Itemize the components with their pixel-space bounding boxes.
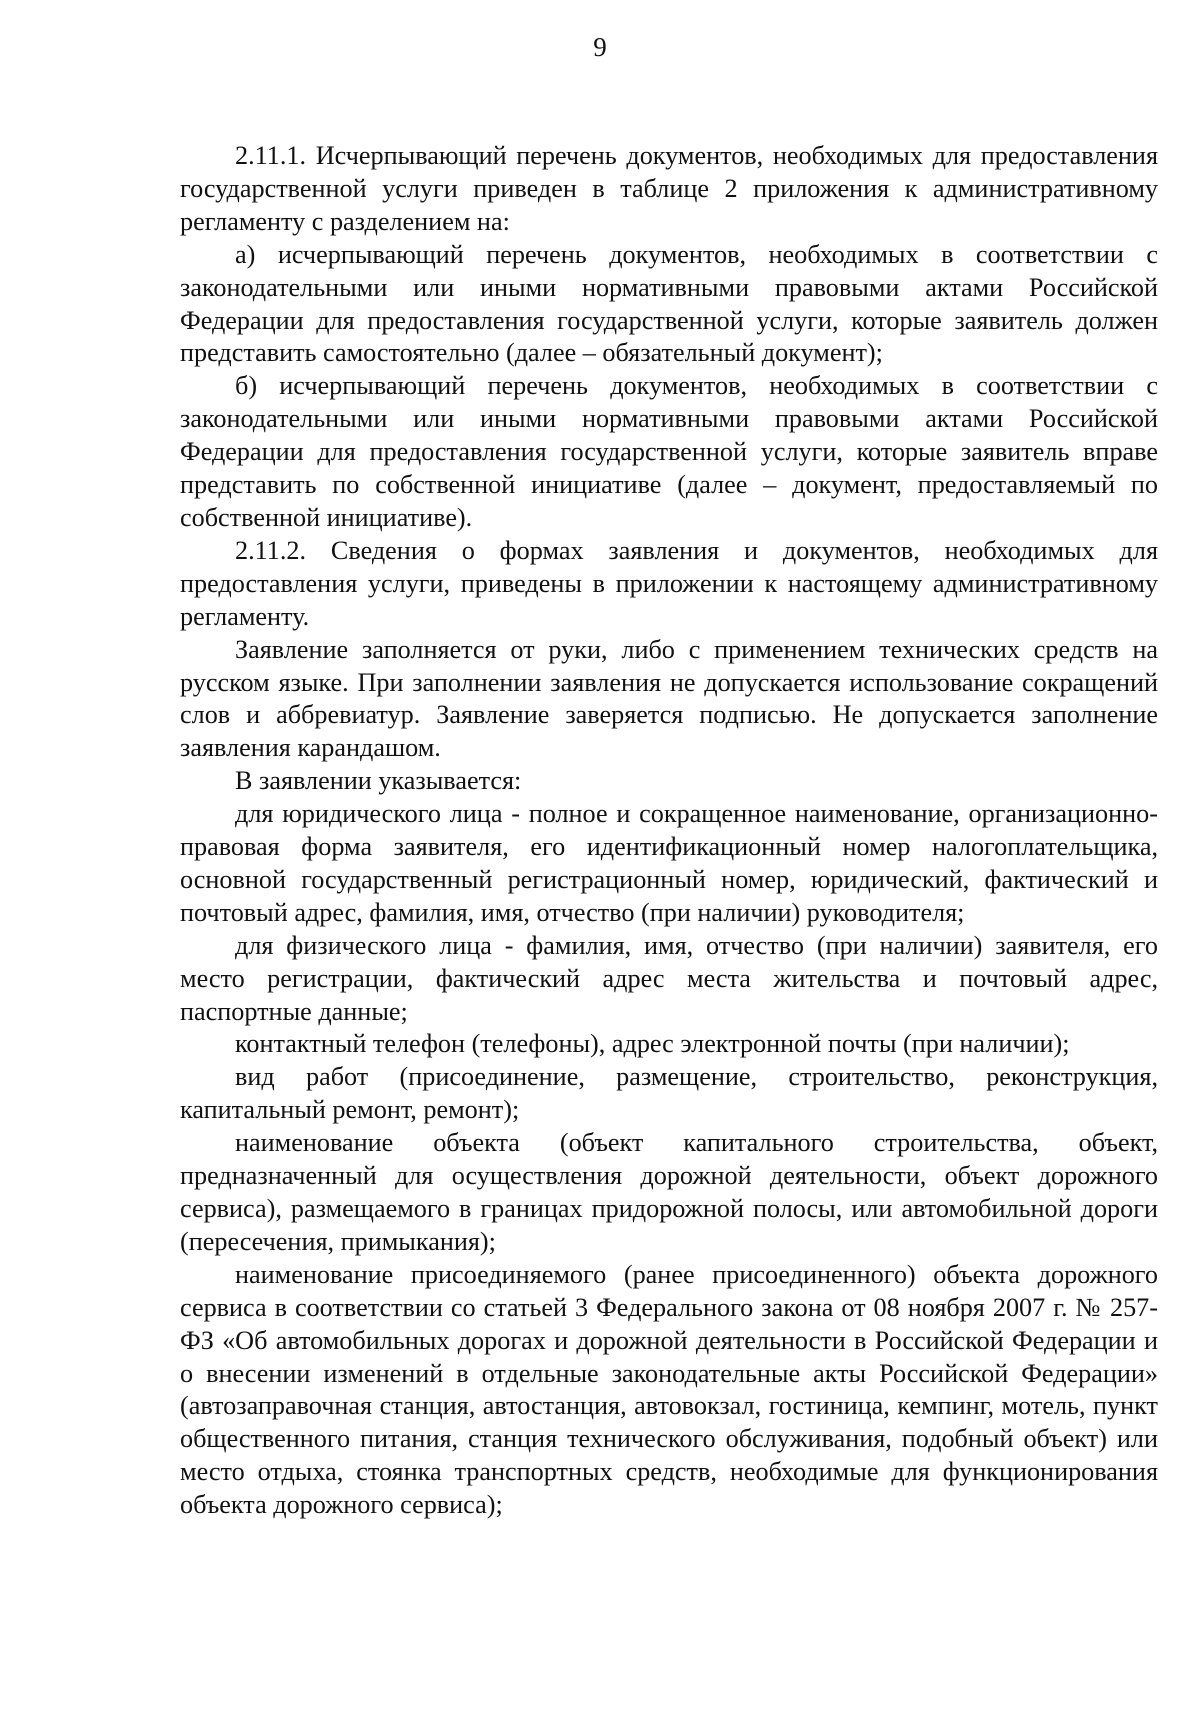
paragraph-contact-phone: контактный телефон (телефоны), адрес электронной почты (при наличии); bbox=[235, 1029, 1070, 1059]
paragraph-list-item-a: а) исчерпывающий перечень документов, необходимых в соответствии с законодательными или иными нормативными правовыми актами Российской Федерации для предоставления государственной услуги, которые заявитель должен представить самостоятельно (далее – обязательный документ); bbox=[180, 239, 1158, 368]
paragraph-individual: для физического лица - фамилия, имя, отчество (при наличии) заявителя, его место регистрации, фактический адрес места жительства и почтовый адрес, паспортные данные; bbox=[180, 930, 1158, 1026]
paragraph-work-type: вид работ (присоединение, размещение, строительство, реконструкция, капитальный ремонт, ремонт); bbox=[180, 1062, 1158, 1125]
document-body bbox=[180, 140, 1158, 1522]
paragraph-application-contents: В заявлении указывается: bbox=[235, 766, 522, 796]
paragraph-application-filling: Заявление заполняется от руки, либо с применением технических средств на русском языке. При заполнении заявления не допускается использование сокращений слов и аббревиатур. Заявление заверяется подписью. Не допускается заполнение заявления карандашом. bbox=[180, 634, 1158, 763]
paragraph-2-11-1: 2.11.1. Исчерпывающий перечень документов, необходимых для предоставления государственной услуги приведен в таблице 2 приложения к административному регламенту с разделением на: bbox=[180, 141, 1158, 236]
paragraph-2-11-2: 2.11.2. Сведения о формах заявления и документов, необходимых для предоставления услуги, приведены в приложении к настоящему административному регламенту. bbox=[180, 535, 1158, 631]
page-number: 9 bbox=[593, 32, 607, 62]
paragraph-road-service-object: наименование присоединяемого (ранее присоединенного) объекта дорожного сервиса в соответствии со статьей 3 Федерального закона от 08 ноября 2007 г. № 257-ФЗ «Об автомобильных дорогах и дорожной деятельности в Российской Федерации и о внесении изменений в отдельные законодательные акты Российской Федерации» (автозаправочная станция, автостанция, автовокзал, гостиница, кемпинг, мотель, пункт общественного питания, станция технического обслуживания, подобный объект) или место отдыха, стоянка транспортных средств, необходимые для функционирования объекта дорожного сервиса); bbox=[180, 1259, 1158, 1520]
paragraph-object-name: наименование объекта (объект капитального строительства, объект, предназначенный для осуществления дорожной деятельности, объект дорожного сервиса), размещаемого в границах придорожной полосы, или автомобильной дороги (пересечения, примыкания); bbox=[180, 1128, 1158, 1256]
paragraph-legal-entity: для юридического лица - полное и сокращенное наименование, организационно-правовая форма заявителя, его идентификационный номер налогоплательщика, основной государственный регистрационный номер, юридический, фактический и почтовый адрес, фамилия, имя, отчество (при наличии) руководителя; bbox=[180, 799, 1158, 927]
paragraph-list-item-b: б) исчерпывающий перечень документов, необходимых в соответствии с законодательными или иными нормативными правовыми актами Российской Федерации для предоставления государственной услуги, которые заявитель вправе представить по собственной инициативе (далее – документ, предоставляемый по собственной инициативе). bbox=[180, 371, 1158, 532]
